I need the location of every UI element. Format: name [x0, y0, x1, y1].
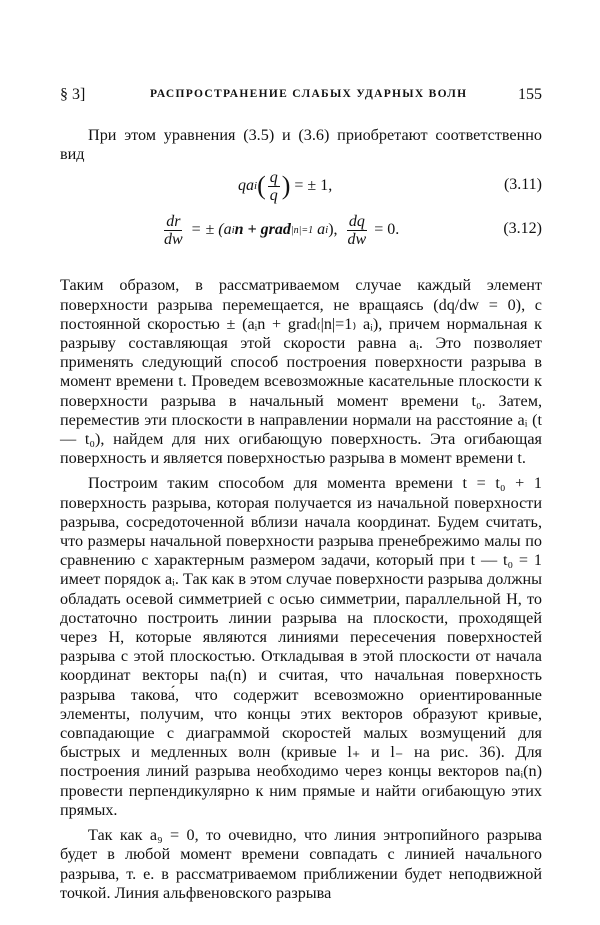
eq11-open-paren: (	[257, 171, 266, 201]
equation-number-3-11: (3.11)	[503, 176, 542, 194]
eq12-frac1-num: dr	[166, 212, 181, 230]
eq11-fraction	[268, 169, 280, 204]
eq12-middle: = ± (a	[186, 221, 232, 239]
eq11-prefix-sub: i	[254, 180, 258, 193]
equation-gap	[60, 252, 542, 276]
eq12-middle-sub: i	[231, 224, 235, 237]
eq11-suffix: = ± 1,	[290, 177, 333, 195]
eq12-fraction-2	[346, 213, 369, 248]
eq12-grad-rest-sub: i	[325, 224, 329, 237]
equation-number-3-12: (3.12)	[503, 220, 542, 238]
eq11-frac-den: q	[269, 186, 278, 204]
intro-paragraph: При этом уравнения (3.5) и (3.6) приобретают соответственно вид	[60, 126, 542, 164]
running-title: РАСПРОСТРАНЕНИЕ СЛАБЫХ УДАРНЫХ ВОЛН	[150, 88, 468, 100]
eq12-middle-end: ),	[328, 221, 338, 239]
eq12-middle-rest: n + grad	[234, 221, 291, 239]
eq12-grad-sub: |n|=1	[290, 224, 314, 236]
equation-3-12	[60, 208, 542, 252]
paragraph-3: Так как a₉ = 0, то очевидно, что линия энтропийного разрыва будет в любой момент времени совпадать с линией начального разрыва, т. е. в рассматриваемом приближении будет неподвижной точкой. Линия альфвеновского разрыва	[60, 826, 542, 902]
equation-3-12-body	[160, 208, 399, 252]
book-page	[60, 86, 542, 903]
eq12-fraction-1	[162, 213, 185, 248]
section-number: § 3]	[60, 86, 86, 103]
paragraph-1: Таким образом, в рассматриваемом случае каждый элемент поверхности разрыва перемещается, не вращаясь (dq/dw = 0), с постоянной скоростью ± (aᵢn + grad₍|n|=1₎ aᵢ), причем нормальная к разрыву составляющая этой скорости равна aᵢ. Это позволяет применять следующий способ построения поверхности разрыва в момент времени t. Проведем всевозможные касательные плоскости к поверхности разрыва в начальный момент времени t₀. Затем, переместив эти плоскости в направлении нормали на расстояние aᵢ (t — t₀), найдем для них огибающую поверхность. Эта огибающая поверхность и является поверхностью разрыва в момент времени t.	[60, 276, 542, 468]
eq12-grad-rest: a	[313, 221, 326, 239]
equation-3-11-body	[238, 164, 332, 208]
running-head	[60, 86, 542, 112]
page-number: 155	[518, 86, 542, 103]
eq12-frac2-num: dq	[348, 212, 365, 230]
equation-3-11	[60, 164, 542, 208]
eq11-frac-num: q	[269, 168, 278, 186]
eq11-prefix: qa	[238, 177, 254, 195]
eq12-frac2-den: dw	[347, 230, 367, 248]
eq12-frac1-den: dw	[164, 230, 183, 248]
eq11-close-paren: )	[281, 171, 291, 201]
eq12-end: = 0.	[370, 221, 400, 239]
paragraph-2: Построим таким способом для момента времени t = t₀ + 1 поверхность разрыва, которая получается из начальной поверхности разрыва, сосредоточенной вблизи начала координат. Будем считать, что размеры начальной поверхности разрыва пренебрежимо малы по сравнению с характерным размером задачи, который при t — t₀ = 1 имеет порядок aᵢ. Так как в этом случае поверхности разрыва должны обладать осевой симметрией с осью симметрии, параллельной H, то достаточно построить линии разрыва на плоскости, проходящей через H, которые являются линиями пересечения поверхностей разрыва с этой плоскостью. Откладывая в этой плоскости от начала координат векторы naᵢ(n) и считая, что начальная поверхность разрыва такова́, что содержит всевозможно ориентированные элементы, получим, что концы этих векторов образуют кривые, совпадающие с диаграммой скоростей малых возмущений для быстрых и медленных волн (кривые l₊ и l₋ на рис. 36). Для построения линий разрыва необходимо через концы векторов naᵢ(n) провести перпендикулярно к ним прямые и найти огибающую этих прямых.	[60, 474, 542, 819]
